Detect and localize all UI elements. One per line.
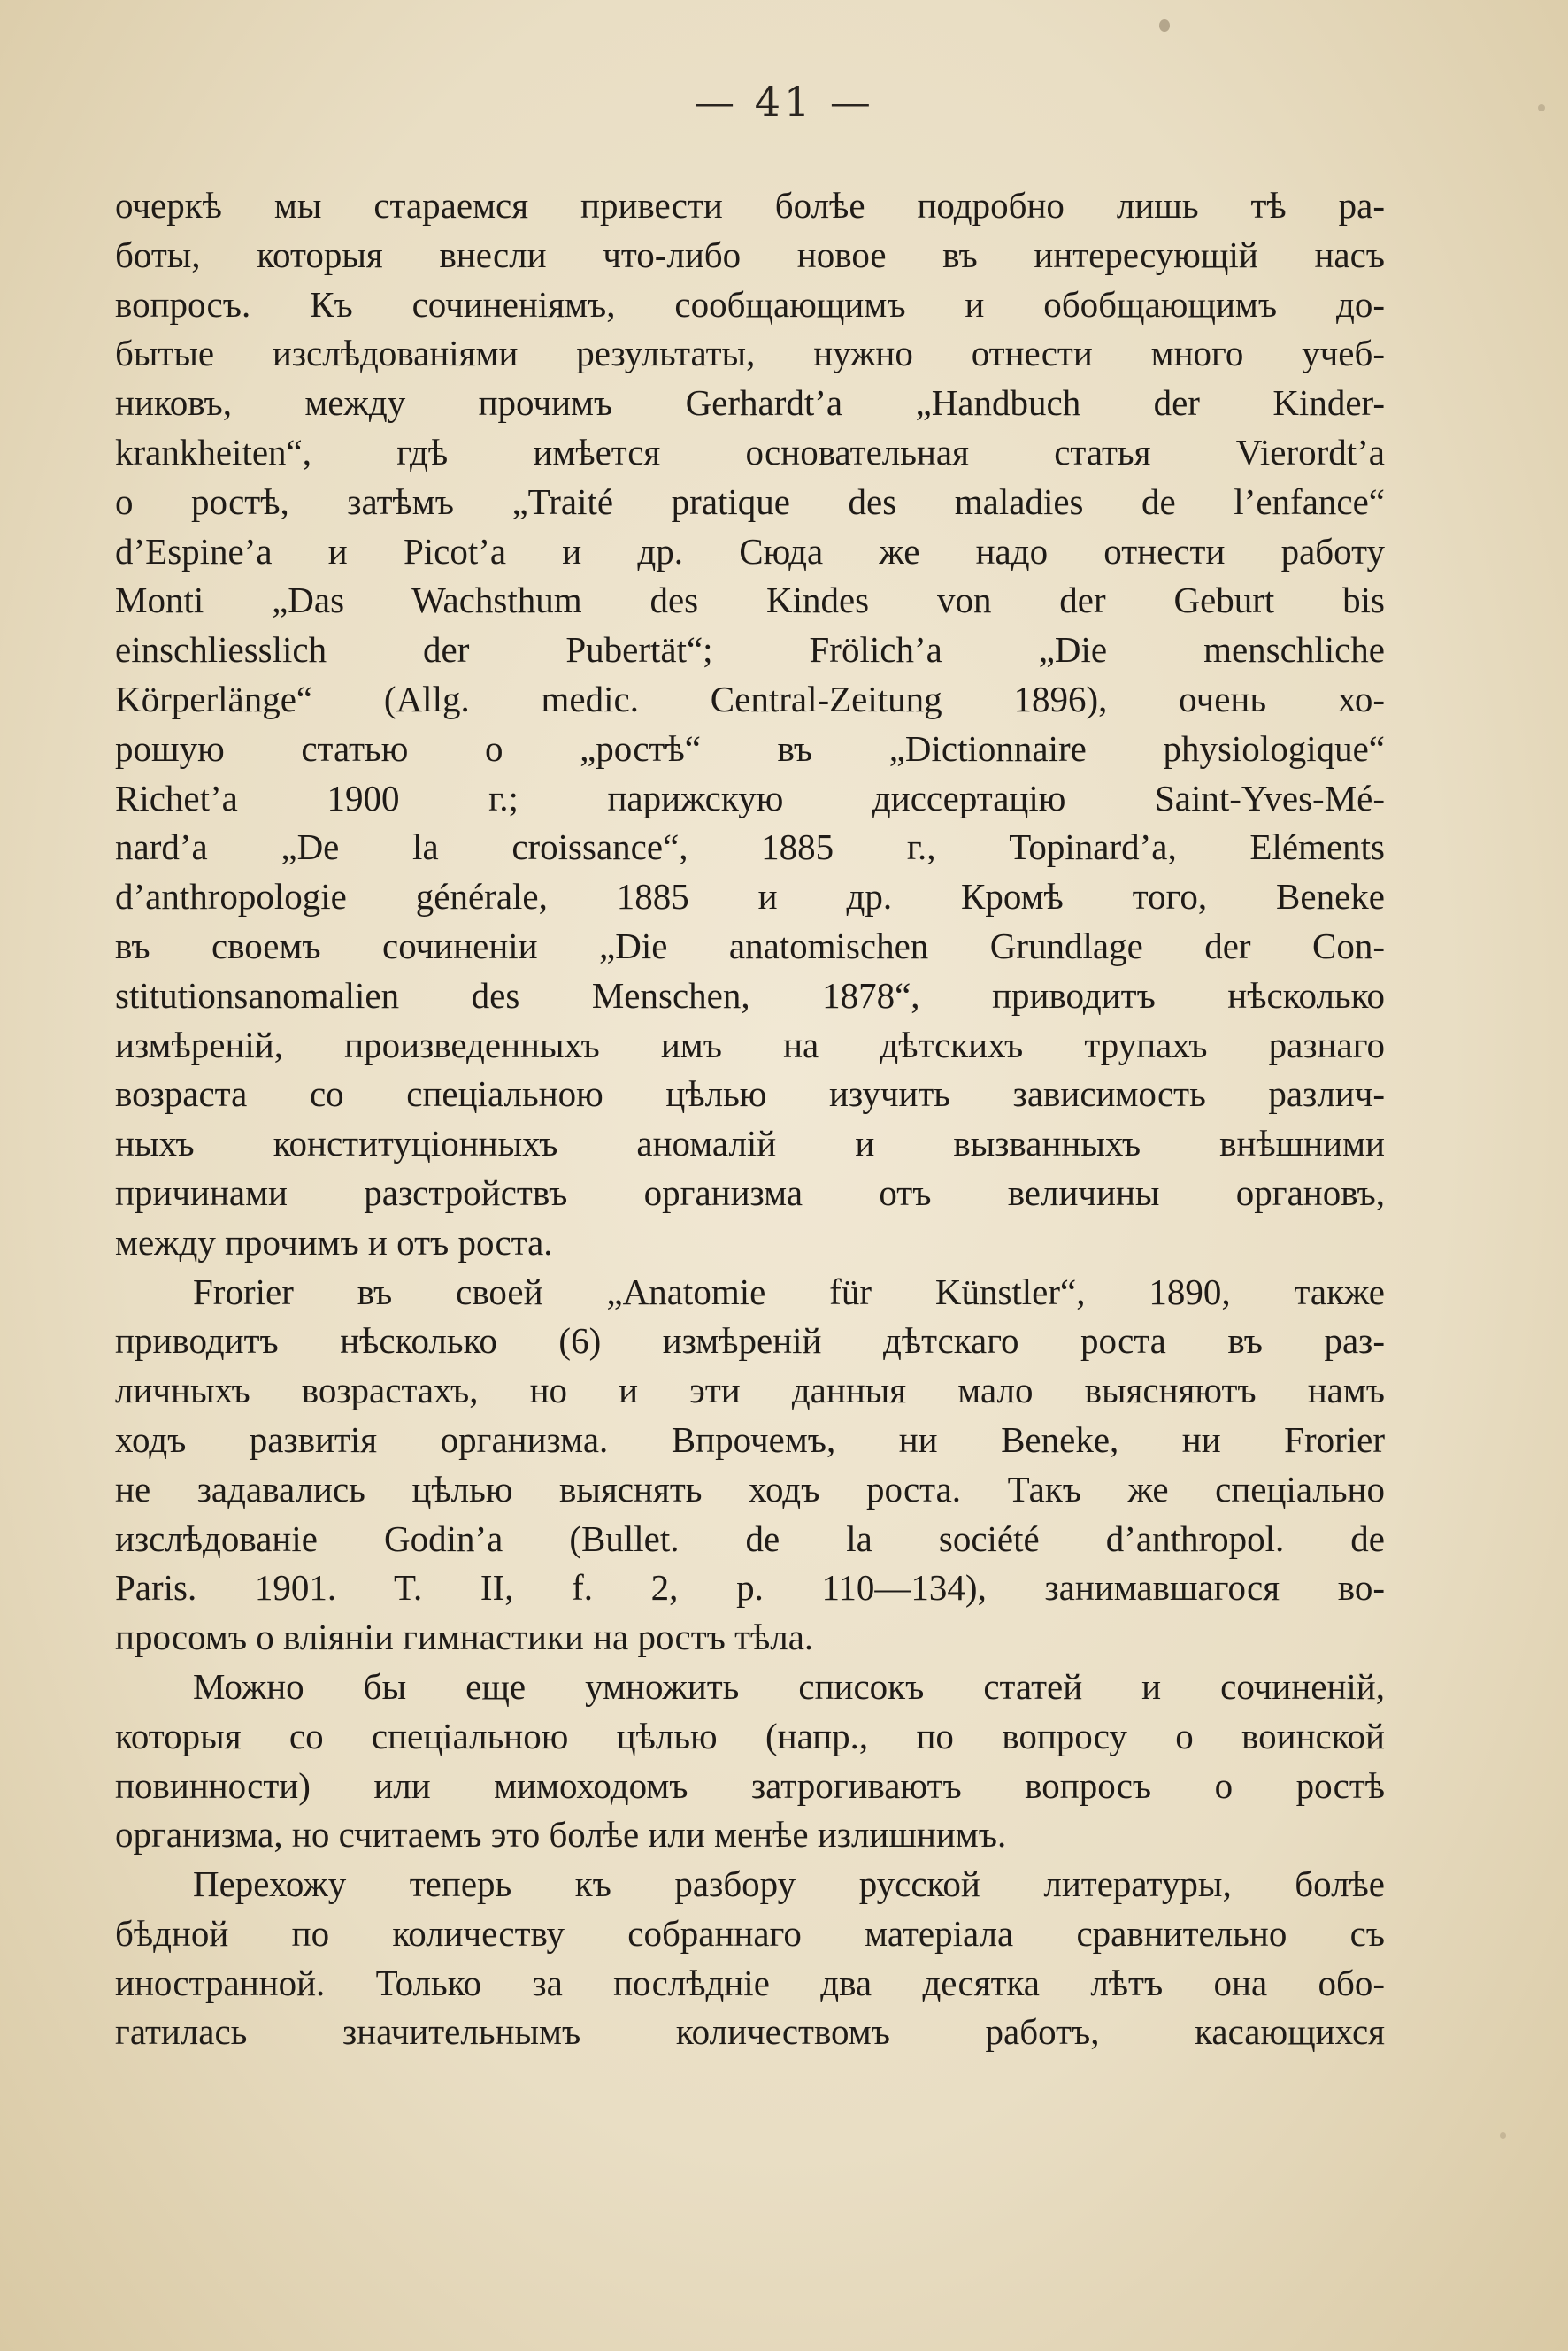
text-line: никовъ, между прочимъ Gerhardt’a „Handbuch der Kinder-: [115, 382, 1385, 424]
text-line: причинами разстройствъ организма отъ величины органовъ,: [115, 1172, 1385, 1213]
text-line: бытые изслѣдованіями результаты, нужно отнести много учеб-: [115, 333, 1385, 374]
text-line: Frorier въ своей „Anatomie für Künstler“, 1890, также: [193, 1271, 1385, 1312]
paper-spot: [1159, 19, 1170, 32]
text-line: о ростѣ, затѣмъ „Traité pratique des maladies de l’enfance“: [115, 480, 1385, 522]
text-line: Можно бы еще умножить списокъ статей и сочиненій,: [193, 1665, 1385, 1707]
text-line: рошую статью о „ростѣ“ въ „Dictionnaire physiologique“: [115, 727, 1385, 769]
text-line: krankheiten“, гдѣ имѣется основательная статья Vierordt’a: [115, 431, 1385, 473]
text-line: боты, которыя внесли что-либо новое въ интересующій насъ: [115, 234, 1385, 275]
text-line: просомъ о вліяніи гимнастики на ростъ тѣла.: [115, 1617, 814, 1658]
text-line: гатилась значительнымъ количествомъ работъ, касающихся: [115, 2011, 1385, 2053]
text-line: Richet’a 1900 г.; парижскую диссертацію Saint-Yves-Mé-: [115, 777, 1385, 818]
text-line: Körperlänge“ (Allg. medic. Central-Zeitung 1896), очень хо-: [115, 678, 1385, 719]
text-line: приводитъ нѣсколько (6) измѣреній дѣтскаго роста въ раз-: [115, 1320, 1385, 1362]
text-line: очеркѣ мы стараемся привести болѣе подробно лишь тѣ ра-: [115, 185, 1385, 226]
text-line: организма, но считаемъ это болѣе или менѣе излишнимъ.: [115, 1814, 1007, 1855]
text-line: въ своемъ сочиненіи „Die anatomischen Grundlage der Con-: [115, 925, 1385, 966]
text-line: nard’a „De la croissance“, 1885 г., Topinard’a, Eléments: [115, 826, 1385, 868]
text-line: Paris. 1901. T. II, f. 2, p. 110—134), занимавшагося во-: [115, 1567, 1385, 1609]
text-line: Перехожу теперь къ разбору русской литературы, болѣе: [193, 1863, 1385, 1905]
page-number: — 41 —: [694, 78, 874, 126]
body-text: [115, 181, 1385, 2057]
text-line: вопросъ. Къ сочиненіямъ, сообщающимъ и обобщающимъ до-: [115, 283, 1385, 325]
text-line: изслѣдованіе Godin’a (Bullet. de la société d’anthropol. de: [115, 1517, 1385, 1559]
text-line: между прочимъ и отъ роста.: [115, 1221, 553, 1263]
text-line: возраста со спеціальною цѣлью изучить зависимость различ-: [115, 1073, 1385, 1115]
text-line: бѣдной по количеству собраннаго матеріала сравнительно съ: [115, 1912, 1385, 1954]
text-line: которыя со спеціальною цѣлью (напр., по вопросу о воинской: [115, 1715, 1385, 1756]
text-line: ныхъ конституціонныхъ аномалій и вызванныхъ внѣшними: [115, 1123, 1385, 1164]
text-line: ходъ развитія организма. Впрочемъ, ни Beneke, ни Frorier: [115, 1418, 1385, 1460]
paper-spot: [1500, 2132, 1506, 2139]
text-line: einschliesslich der Pubertät“; Frölich’a „Die menschliche: [115, 629, 1385, 671]
text-line: измѣреній, произведенныхъ имъ на дѣтскихъ трупахъ разнаго: [115, 1024, 1385, 1065]
text-line: d’Espine’a и Picot’a и др. Сюда же надо отнести работу: [115, 530, 1385, 572]
text-line: d’anthropologie générale, 1885 и др. Кромѣ того, Beneke: [115, 876, 1385, 918]
text-line: повинности) или мимоходомъ затрогиваютъ вопросъ о ростѣ: [115, 1764, 1385, 1806]
text-line: Monti „Das Wachsthum des Kindes von der Geburt bis: [115, 580, 1385, 621]
text-line: личныхъ возрастахъ, но и эти данныя мало выясняютъ намъ: [115, 1370, 1385, 1411]
text-line: не задавались цѣлью выяснять ходъ роста. Такъ же спеціально: [115, 1468, 1385, 1510]
text-line: иностранной. Только за послѣдніе два десятка лѣтъ она обо-: [115, 1962, 1385, 2003]
text-line: stitutionsanomalien des Menschen, 1878“, приводитъ нѣсколько: [115, 974, 1385, 1016]
